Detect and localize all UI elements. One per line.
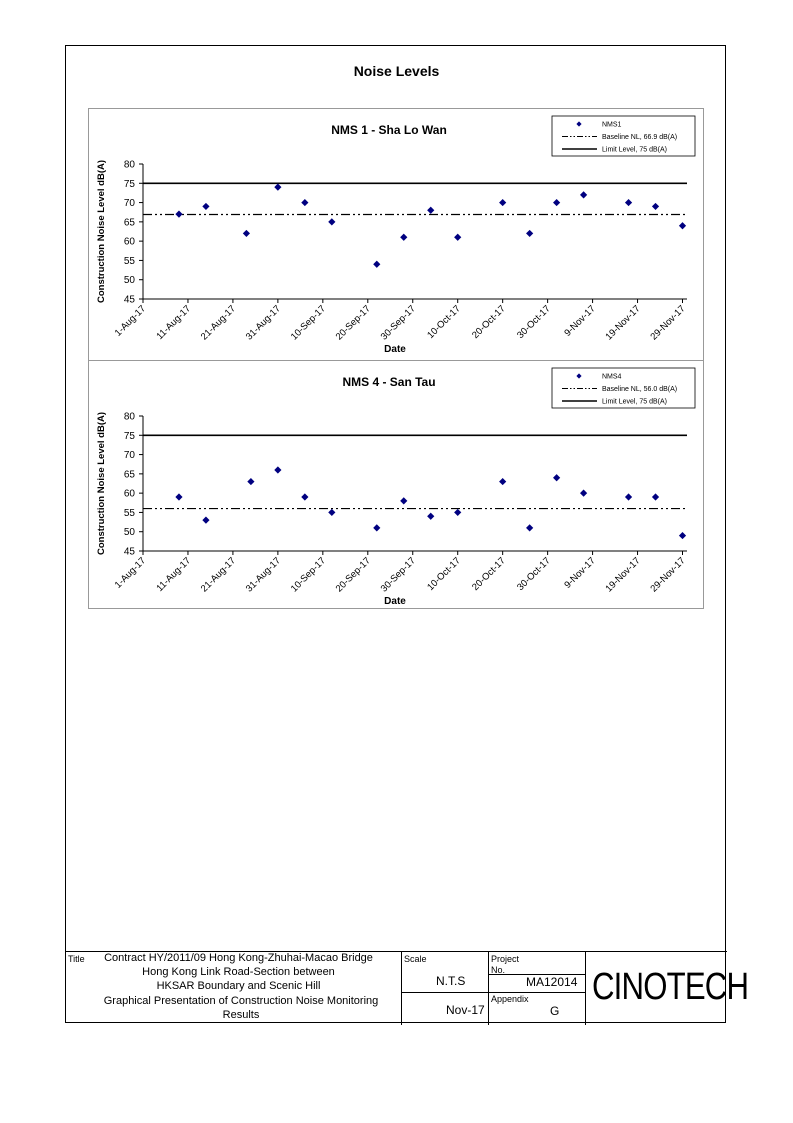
- y-tick-label: 75: [123, 178, 135, 190]
- data-point: [373, 261, 380, 268]
- data-point: [580, 191, 587, 198]
- title-line: HKSAR Boundary and Scenic Hill: [156, 980, 321, 992]
- x-axis-label: Date: [384, 596, 406, 607]
- page-title: Noise Levels: [353, 63, 440, 79]
- title-line: Graphical Presentation of Construction Noise Monitoring: [103, 995, 379, 1007]
- scale-label: Scale: [404, 954, 427, 964]
- data-point: [553, 199, 560, 206]
- chart-nms4-panel: [88, 360, 704, 609]
- data-point: [400, 497, 407, 504]
- y-tick-label: 50: [123, 527, 135, 539]
- chart-title: NMS 4 - San Tau: [342, 375, 436, 389]
- scale-value: N.T.S: [436, 974, 466, 988]
- y-tick-label: 65: [123, 217, 135, 229]
- x-tick-label: 20-Sep-17: [333, 303, 373, 343]
- x-tick-label: 20-Sep-17: [333, 555, 373, 595]
- y-tick-label: 60: [123, 236, 135, 248]
- y-axis-label: Construction Noise Level dB(A): [96, 159, 107, 304]
- y-tick-label: 55: [123, 255, 135, 267]
- data-point: [679, 222, 686, 229]
- chart-nms4: [89, 361, 703, 608]
- data-point: [553, 474, 560, 481]
- data-point: [301, 199, 308, 206]
- y-tick-label: 75: [123, 430, 135, 442]
- x-tick-label: 10-Oct-17: [425, 303, 463, 341]
- data-point: [274, 184, 281, 191]
- title-line: Results: [222, 1009, 260, 1021]
- project-no-value: MA12014: [526, 975, 578, 989]
- x-tick-label: 20-Oct-17: [470, 303, 508, 341]
- chart-title: NMS 1 - Sha Lo Wan: [331, 123, 447, 137]
- data-point: [373, 524, 380, 531]
- data-point: [328, 218, 335, 225]
- y-tick-label: 70: [123, 198, 135, 210]
- data-point: [652, 493, 659, 500]
- data-point: [274, 466, 281, 473]
- x-tick-label: 11-Aug-17: [154, 555, 194, 595]
- data-point: [175, 211, 182, 218]
- data-point: [175, 493, 182, 500]
- data-point: [243, 230, 250, 237]
- data-point: [427, 513, 434, 520]
- title-subtext: [86, 994, 396, 1022]
- data-point: [301, 493, 308, 500]
- x-tick-label: 30-Sep-17: [378, 555, 418, 595]
- data-point: [526, 524, 533, 531]
- appendix-label: Appendix: [491, 994, 529, 1004]
- y-tick-label: 50: [123, 275, 135, 287]
- x-tick-label: 30-Oct-17: [515, 303, 553, 341]
- title-line: Contract HY/2011/09 Hong Kong-Zhuhai-Macao Bridge: [104, 952, 373, 964]
- data-point: [499, 199, 506, 206]
- legend-label: Baseline NL, 66.9 dB(A): [602, 134, 678, 141]
- title-text: [96, 951, 381, 993]
- x-tick-label: 21-Aug-17: [198, 303, 239, 343]
- y-tick-label: 45: [123, 294, 135, 306]
- x-tick-label: 30-Sep-17: [378, 303, 418, 343]
- y-tick-label: 80: [123, 411, 135, 423]
- x-tick-label: 10-Sep-17: [288, 555, 328, 595]
- x-tick-label: 9-Nov-17: [562, 555, 598, 591]
- data-point: [454, 509, 461, 516]
- project-no-label: No.: [491, 965, 506, 975]
- data-point: [625, 493, 632, 500]
- project-label: Project: [491, 954, 520, 964]
- title-label: Title: [68, 954, 85, 964]
- company-logo: CINOTECH: [592, 966, 749, 1008]
- y-tick-label: 65: [123, 469, 135, 481]
- y-axis-label: Construction Noise Level dB(A): [96, 411, 107, 556]
- chart-nms1: [89, 109, 703, 361]
- data-point: [202, 517, 209, 524]
- x-tick-label: 19-Nov-17: [603, 303, 643, 343]
- data-point: [526, 230, 533, 237]
- drawing-sheet: [65, 45, 749, 1023]
- appendix-value: G: [550, 1004, 560, 1018]
- x-tick-label: 10-Oct-17: [425, 555, 463, 593]
- chart-nms1-panel: [88, 108, 704, 360]
- data-point: [427, 207, 434, 214]
- y-tick-label: 80: [123, 159, 135, 171]
- y-tick-label: 45: [123, 546, 135, 558]
- x-tick-label: 29-Nov-17: [648, 555, 688, 595]
- x-tick-label: 31-Aug-17: [243, 303, 283, 343]
- x-tick-label: 31-Aug-17: [243, 555, 283, 595]
- legend-label: Baseline NL, 56.0 dB(A): [602, 386, 678, 393]
- data-point: [652, 203, 659, 210]
- legend-label: Limit Level, 75 dB(A): [602, 146, 667, 154]
- x-tick-label: 9-Nov-17: [562, 303, 598, 339]
- data-point: [454, 234, 461, 241]
- legend-label: Limit Level, 75 dB(A): [602, 398, 667, 406]
- x-tick-label: 19-Nov-17: [603, 555, 643, 595]
- y-tick-label: 55: [123, 507, 135, 519]
- data-point: [202, 203, 209, 210]
- data-point: [400, 234, 407, 241]
- x-tick-label: 30-Oct-17: [515, 555, 553, 593]
- data-point: [499, 478, 506, 485]
- legend-label: NMS4: [602, 373, 622, 381]
- x-axis-label: Date: [384, 344, 406, 355]
- data-point: [580, 490, 587, 497]
- x-tick-label: 11-Aug-17: [154, 303, 194, 343]
- legend-label: NMS1: [602, 121, 622, 129]
- y-tick-label: 70: [123, 450, 135, 462]
- date-value: Nov-17: [446, 1003, 485, 1017]
- data-point: [247, 478, 254, 485]
- x-tick-label: 21-Aug-17: [198, 555, 239, 595]
- x-tick-label: 1-Aug-17: [112, 555, 149, 591]
- x-tick-label: 10-Sep-17: [288, 303, 328, 343]
- title-line: Hong Kong Link Road-Section between: [142, 966, 335, 978]
- x-tick-label: 20-Oct-17: [470, 555, 508, 593]
- x-tick-label: 1-Aug-17: [112, 303, 149, 339]
- data-point: [625, 199, 632, 206]
- x-tick-label: 29-Nov-17: [648, 303, 688, 343]
- title-block: [66, 951, 749, 1025]
- data-point: [679, 532, 686, 539]
- y-tick-label: 60: [123, 488, 135, 500]
- data-point: [328, 509, 335, 516]
